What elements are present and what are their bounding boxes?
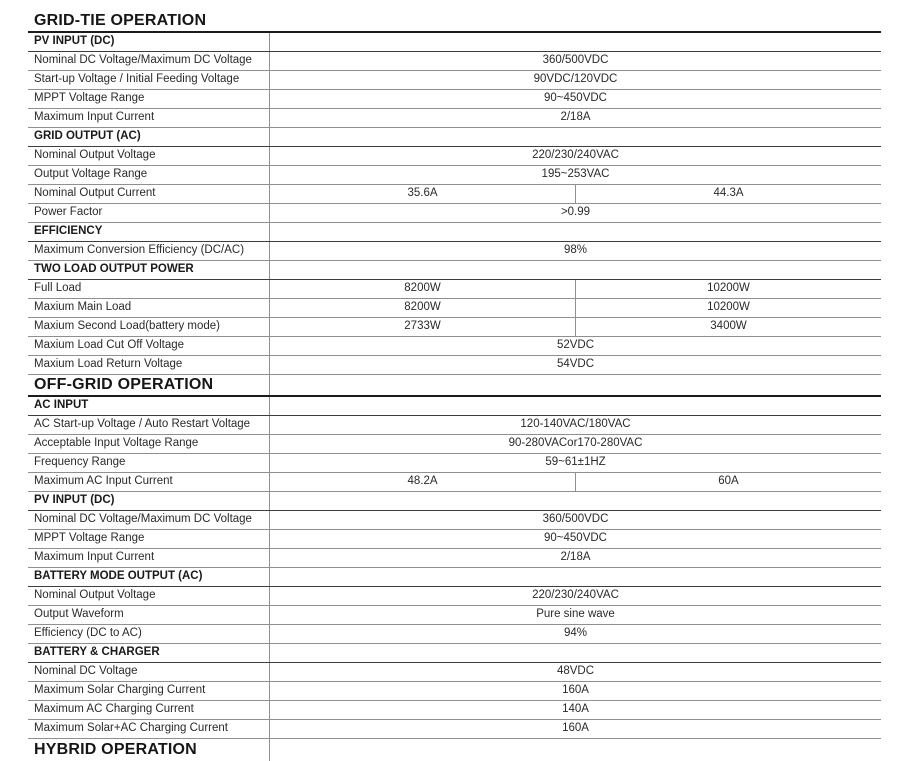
spec-label: GRID OUTPUT (AC) [28,128,270,146]
spec-label: Maxium Second Load(battery mode) [28,318,270,336]
spec-label: AC INPUT [28,397,270,415]
spec-row [28,435,881,454]
spec-row [28,242,881,261]
spec-value [270,568,881,586]
section-title-row [28,739,881,761]
spec-label: Power Factor [28,204,270,222]
spec-label: EFFICIENCY [28,223,270,241]
spec-label: Maximum Solar Charging Current [28,682,270,700]
spec-value [270,33,881,51]
spec-sheet-page [0,10,911,758]
spec-value: 59~61±1HZ [545,456,606,469]
spec-row [28,549,881,568]
spec-value: Pure sine wave [536,608,615,621]
spec-row [28,33,881,52]
spec-row [28,492,881,511]
spec-value [270,223,881,241]
spec-value: 90-280VACor170-280VAC [508,437,643,450]
spec-label: TWO LOAD OUTPUT POWER [28,261,270,279]
spec-value: 52VDC [556,339,595,352]
section-title: GRID-TIE OPERATION [34,11,207,29]
spec-value-right: 10200W [707,282,750,295]
spec-value: 220/230/240VAC [532,589,619,602]
spec-label: Nominal Output Voltage [28,147,270,165]
spec-value: 120-140VAC/180VAC [520,418,631,431]
spec-label: Maxium Main Load [28,299,270,317]
spec-value-left: 8200W [270,280,576,298]
spec-value: 94% [563,627,588,640]
spec-label: MPPT Voltage Range [28,90,270,108]
spec-value: 2/18A [560,111,591,124]
spec-value: 90~450VDC [544,532,607,545]
spec-value: 98% [563,244,588,257]
spec-label: Acceptable Input Voltage Range [28,435,270,453]
spec-row [28,701,881,720]
spec-row [28,337,881,356]
spec-row [28,128,881,147]
spec-value-left: 48.2A [270,473,576,491]
section-title-spacer [270,739,881,761]
section-title-cell [28,739,270,761]
spec-row [28,223,881,242]
section-title-row [28,10,881,33]
spec-value: 90~450VDC [544,92,607,105]
spec-label: Nominal DC Voltage/Maximum DC Voltage [28,511,270,529]
spec-row [28,606,881,625]
spec-label: Maximum AC Charging Current [28,701,270,719]
spec-label: PV INPUT (DC) [28,33,270,51]
spec-row [28,625,881,644]
spec-value [270,261,881,279]
spec-label: BATTERY MODE OUTPUT (AC) [28,568,270,586]
spec-value [270,492,881,510]
spec-value: 54VDC [556,358,595,371]
section-title-spacer [270,375,881,395]
spec-row [28,71,881,90]
spec-label: MPPT Voltage Range [28,530,270,548]
spec-value-left: 2733W [270,318,576,336]
section-title-row [28,375,881,397]
spec-label: Nominal Output Voltage [28,587,270,605]
spec-label: Maximum Input Current [28,549,270,567]
spec-label: Maximum AC Input Current [28,473,270,491]
spec-value [270,397,881,415]
spec-row [28,261,881,280]
spec-value: 160A [562,684,589,697]
spec-label: Nominal Output Current [28,185,270,203]
spec-row [28,397,881,416]
spec-value-left: 8200W [270,299,576,317]
spec-value [270,644,881,662]
spec-row [28,473,881,492]
section-title-cell [28,10,270,31]
spec-row [28,682,881,701]
section-title: OFF-GRID OPERATION [34,376,214,393]
spec-label: Output Voltage Range [28,166,270,184]
spec-row [28,204,881,223]
spec-row [28,530,881,549]
section-title: HYBRID OPERATION [34,741,197,758]
spec-row [28,318,881,337]
spec-row [28,568,881,587]
spec-value: 2/18A [560,551,591,564]
spec-label: Maxium Load Cut Off Voltage [28,337,270,355]
spec-row [28,511,881,530]
spec-label: Maxium Load Return Voltage [28,356,270,374]
spec-value-left: 35.6A [270,185,576,203]
spec-value: 195~253VAC [541,168,610,181]
spec-row [28,299,881,318]
spec-label: BATTERY & CHARGER [28,644,270,662]
spec-value-right: 60A [718,475,739,488]
spec-value-right: 3400W [710,320,747,333]
spec-value: 360/500VDC [542,54,609,67]
spec-row [28,356,881,375]
spec-row [28,720,881,739]
spec-value [270,128,881,146]
spec-value: 140A [562,703,589,716]
spec-label: PV INPUT (DC) [28,492,270,510]
spec-label: AC Start-up Voltage / Auto Restart Voltage [28,416,270,434]
spec-row [28,166,881,185]
spec-label: Maximum Conversion Efficiency (DC/AC) [28,242,270,260]
spec-row [28,185,881,204]
spec-value-right: 44.3A [713,187,744,200]
spec-row [28,663,881,682]
spec-row [28,416,881,435]
spec-row [28,644,881,663]
spec-label: Maximum Input Current [28,109,270,127]
spec-label: Maximum Solar+AC Charging Current [28,720,270,738]
spec-label: Start-up Voltage / Initial Feeding Voltage [28,71,270,89]
spec-row [28,90,881,109]
spec-label: Nominal DC Voltage [28,663,270,681]
spec-value-right: 10200W [707,301,750,314]
spec-row [28,280,881,299]
spec-row [28,454,881,473]
spec-label: Frequency Range [28,454,270,472]
spec-row [28,147,881,166]
spec-label: Output Waveform [28,606,270,624]
spec-row [28,52,881,71]
spec-row [28,587,881,606]
spec-value: >0.99 [560,206,591,219]
spec-value: 220/230/240VAC [532,149,619,162]
spec-value: 90VDC/120VDC [533,73,618,86]
spec-value: 360/500VDC [542,513,609,526]
section-title-spacer [270,10,881,31]
spec-value: 160A [562,722,589,735]
section-title-cell [28,375,270,395]
spec-label: Nominal DC Voltage/Maximum DC Voltage [28,52,270,70]
spec-table [28,10,881,761]
spec-row [28,109,881,128]
spec-label: Full Load [28,280,270,298]
spec-label: Efficiency (DC to AC) [28,625,270,643]
spec-value: 48VDC [556,665,595,678]
